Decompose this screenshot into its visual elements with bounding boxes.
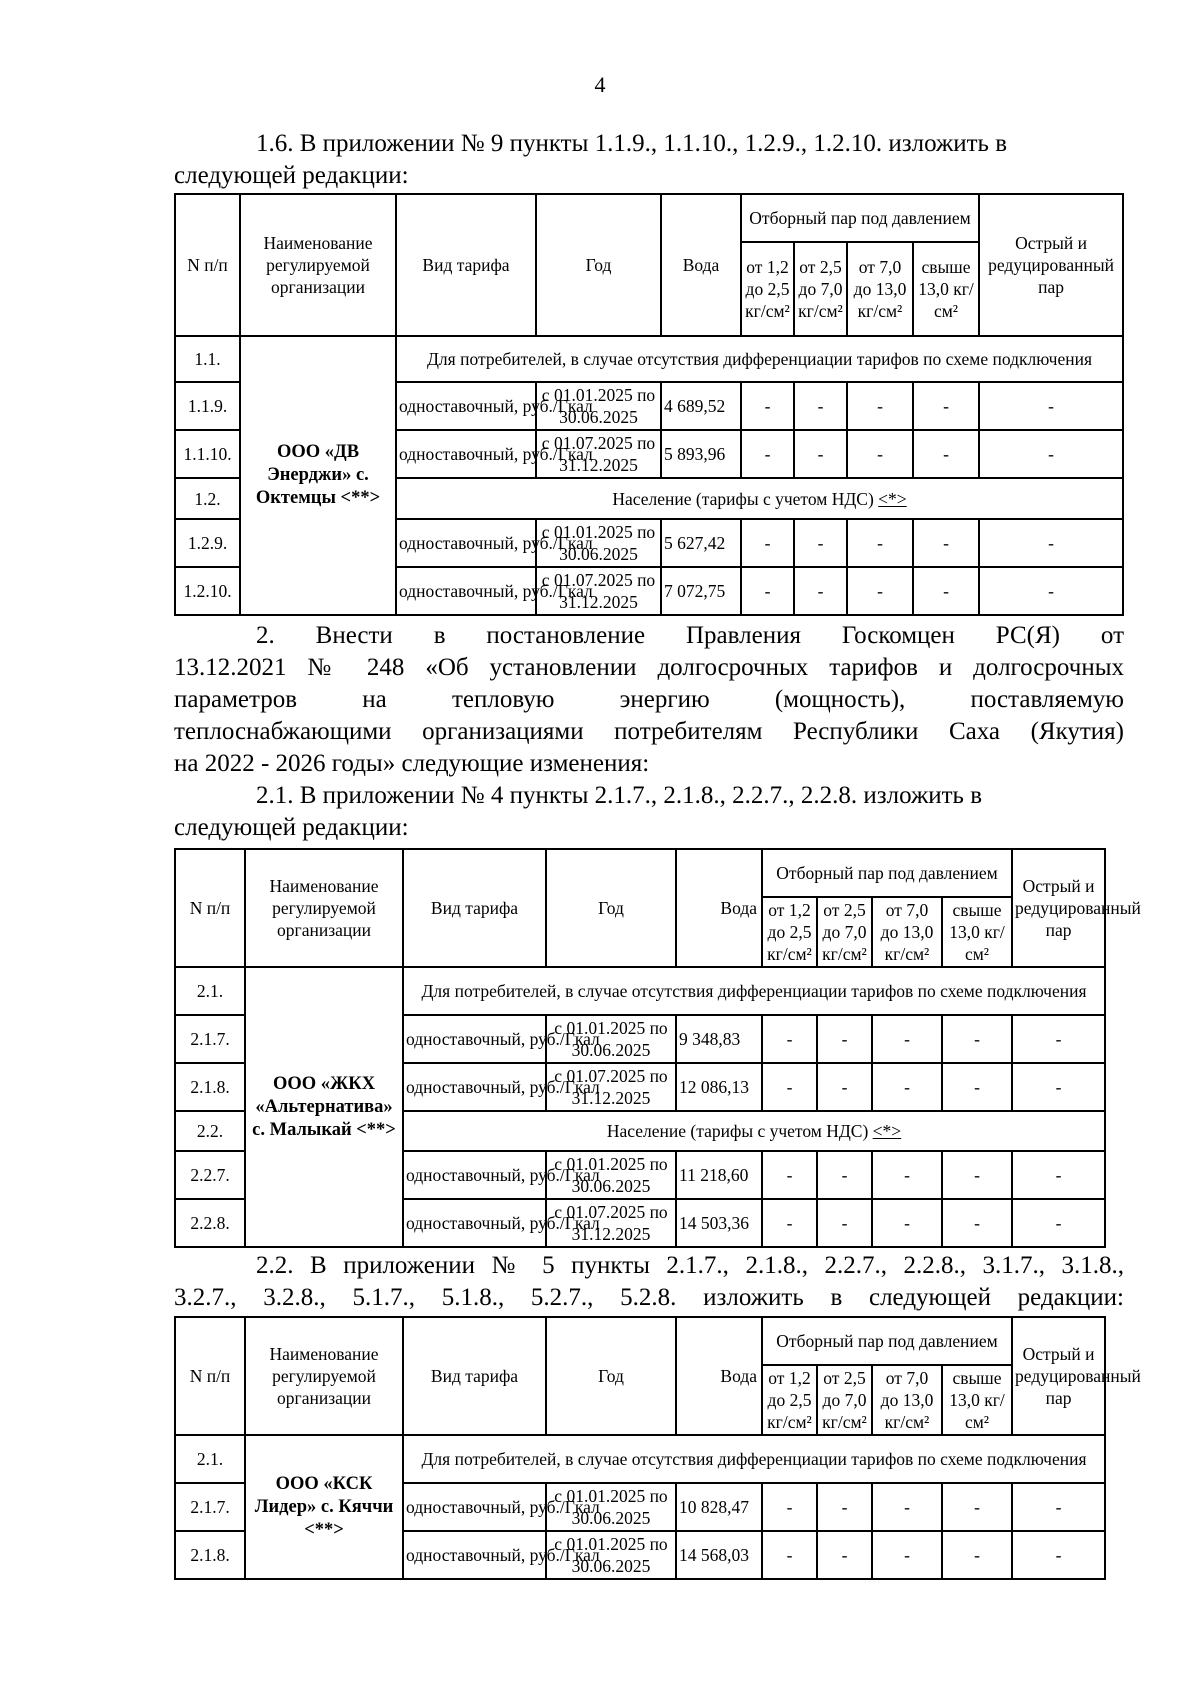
consumers-label: Для потребителей, в случае отсутствия дифференциации тарифов по схеме подключения <box>403 967 1105 1015</box>
dash: - <box>1012 1199 1105 1247</box>
tariff-type: одноставочный, руб./Гкал <box>403 1015 546 1063</box>
paragraph-2-1: 2.1. В приложении № 4 пункты 2.1.7., 2.1.8., 2.2.7., 2.2.8. изложить в <box>256 782 983 809</box>
tariff-type: одноставочный, руб./Гкал <box>403 1531 546 1579</box>
row-number: 2.2. <box>175 1111 245 1151</box>
paragraph-2-1-end: следующей редакции: <box>174 814 409 841</box>
population-text: Население (тарифы с учетом НДС) <box>606 1121 873 1141</box>
org-name: ООО «ДВ Энерджи» с. Октемцы <**> <box>240 336 396 615</box>
header-p1: от 1,2 до 2,5 кг/см² <box>762 897 817 967</box>
dash: - <box>1012 1483 1105 1531</box>
consumers-label: Для потребителей, в случае отсутствия дифференциации тарифов по схеме подключения <box>396 336 1123 382</box>
population-label <box>396 478 1123 519</box>
water-value: 11 218,60 <box>676 1151 762 1199</box>
dash: - <box>762 1151 817 1199</box>
period: с 01.01.2025 по 30.06.2025 <box>546 1015 676 1063</box>
header-p2: от 2,5 до 7,0 кг/см² <box>794 242 847 336</box>
tariff-type: одноставочный, руб./Гкал <box>396 430 536 478</box>
tariff-table-3 <box>174 1316 1141 1580</box>
footnote-ref[interactable]: <*> <box>872 1121 902 1141</box>
period: с 01.07.2025 по 31.12.2025 <box>546 1063 676 1111</box>
water-value: 12 086,13 <box>676 1063 762 1111</box>
header-org: Наименование регулируемой организации <box>240 194 396 336</box>
header-p1: от 1,2 до 2,5 кг/см² <box>762 1365 817 1435</box>
header-sharp-steam: Острый и редуцированный пар <box>1012 1317 1105 1435</box>
period: с 01.01.2025 по 30.06.2025 <box>546 1151 676 1199</box>
header-p4: свыше 13,0 кг/см² <box>913 242 979 336</box>
header-tariff: Вид тарифа <box>403 1317 546 1435</box>
org-name: ООО «ЖКХ «Альтернатива» с. Малыкай <**> <box>245 967 403 1247</box>
dash: - <box>872 1483 942 1531</box>
water-value: 4 689,52 <box>661 382 741 430</box>
paragraph-2-2 <box>174 1250 1124 1314</box>
tariff-table-1 <box>174 193 1124 616</box>
dash: - <box>794 519 847 567</box>
row-number: 2.1.8. <box>175 1063 245 1111</box>
header-p2: от 2,5 до 7,0 кг/см² <box>817 897 872 967</box>
period: с 01.07.2025 по 31.12.2025 <box>536 430 661 478</box>
dash: - <box>872 1151 942 1199</box>
header-p4: свыше 13,0 кг/см² <box>942 1365 1012 1435</box>
row-number: 2.2.8. <box>175 1199 245 1247</box>
paragraph-2-line: 2. Внести в постановление Правления Госкомцен РС(Я) от <box>256 622 1124 649</box>
paragraph-1-6-end: следующей редакции: <box>174 162 409 189</box>
dash: - <box>741 519 794 567</box>
dash: - <box>979 567 1123 615</box>
header-water: Вода <box>676 849 762 967</box>
period: с 01.01.2025 по 30.06.2025 <box>536 382 661 430</box>
dash: - <box>872 1015 942 1063</box>
dash: - <box>872 1063 942 1111</box>
paragraph-2-2-line: 3.2.7., 3.2.8., 5.1.7., 5.1.8., 5.2.7., 5.2.8. изложить в следующей редакции: <box>174 1284 1124 1311</box>
header-p2: от 2,5 до 7,0 кг/см² <box>817 1365 872 1435</box>
dash: - <box>942 1063 1012 1111</box>
population-label <box>403 1111 1105 1151</box>
header-year: Год <box>546 849 676 967</box>
tariff-type: одноставочный, руб./Гкал <box>403 1483 546 1531</box>
row-number: 2.1. <box>175 1435 245 1483</box>
dash: - <box>741 567 794 615</box>
dash: - <box>979 430 1123 478</box>
period: с 01.07.2025 по 31.12.2025 <box>536 567 661 615</box>
header-steam-group: Отборный пар под давлением <box>762 1317 1012 1365</box>
dash: - <box>1012 1063 1105 1111</box>
paragraph-2-line: параметров на тепловую энергию (мощность), поставляемую <box>174 686 1124 713</box>
tariff-type: одноставочный, руб./Гкал <box>396 519 536 567</box>
row-number: 1.1. <box>175 336 240 382</box>
dash: - <box>1012 1151 1105 1199</box>
water-value: 9 348,83 <box>676 1015 762 1063</box>
header-npp: N п/п <box>175 1317 245 1435</box>
header-p3: от 7,0 до 13,0 кг/см² <box>872 897 942 967</box>
row-number: 1.2.9. <box>175 519 240 567</box>
header-p3: от 7,0 до 13,0 кг/см² <box>847 242 913 336</box>
dash: - <box>762 1531 817 1579</box>
consumers-label: Для потребителей, в случае отсутствия дифференциации тарифов по схеме подключения <box>403 1435 1105 1483</box>
water-value: 5 627,42 <box>661 519 741 567</box>
row-number: 2.1. <box>175 967 245 1015</box>
dash: - <box>794 567 847 615</box>
header-steam-group: Отборный пар под давлением <box>762 849 1012 897</box>
header-sharp-steam: Острый и редуцированный пар <box>1012 849 1105 967</box>
paragraph-2-line: теплоснабжающими организациями потребителям Республики Саха (Якутия) <box>174 718 1124 745</box>
dash: - <box>1012 1015 1105 1063</box>
water-value: 10 828,47 <box>676 1483 762 1531</box>
dash: - <box>817 1531 872 1579</box>
tariff-type: одноставочный, руб./Гкал <box>403 1151 546 1199</box>
paragraph-2-2-line: 2.2. В приложении № 5 пункты 2.1.7., 2.1.8., 2.2.7., 2.2.8., 3.1.7., 3.1.8., <box>256 1252 1124 1279</box>
header-steam-group: Отборный пар под давлением <box>741 194 979 242</box>
header-org: Наименование регулируемой организации <box>245 849 403 967</box>
dash: - <box>762 1483 817 1531</box>
dash: - <box>913 567 979 615</box>
dash: - <box>817 1151 872 1199</box>
header-water: Вода <box>661 194 741 336</box>
paragraph-2-line: 13.12.2021 № 248 «Об установлении долгосрочных тарифов и долгосрочных <box>174 654 1124 681</box>
dash: - <box>817 1063 872 1111</box>
tariff-type: одноставочный, руб./Гкал <box>396 567 536 615</box>
dash: - <box>913 382 979 430</box>
water-value: 7 072,75 <box>661 567 741 615</box>
dash: - <box>913 430 979 478</box>
org-name: ООО «КСК Лидер» с. Кяччи <**> <box>245 1435 403 1579</box>
row-number: 2.1.7. <box>175 1483 245 1531</box>
header-tariff: Вид тарифа <box>396 194 536 336</box>
dash: - <box>847 430 913 478</box>
header-npp: N п/п <box>175 194 240 336</box>
dash: - <box>979 519 1123 567</box>
header-org: Наименование регулируемой организации <box>245 1317 403 1435</box>
page-number: 4 <box>594 72 606 97</box>
period: с 01.07.2025 по 31.12.2025 <box>546 1199 676 1247</box>
dash: - <box>762 1063 817 1111</box>
row-number: 1.1.10. <box>175 430 240 478</box>
header-p3: от 7,0 до 13,0 кг/см² <box>872 1365 942 1435</box>
tariff-table-2 <box>174 848 1141 1248</box>
dash: - <box>872 1199 942 1247</box>
dash: - <box>913 519 979 567</box>
dash: - <box>762 1199 817 1247</box>
row-number: 2.2.7. <box>175 1151 245 1199</box>
dash: - <box>942 1151 1012 1199</box>
dash: - <box>942 1483 1012 1531</box>
water-value: 5 893,96 <box>661 430 741 478</box>
row-number: 2.1.8. <box>175 1531 245 1579</box>
dash: - <box>817 1483 872 1531</box>
paragraph-1-6-line: 1.6. В приложении № 9 пункты 1.1.9., 1.1.10., 1.2.9., 1.2.10. изложить в <box>256 130 1008 157</box>
header-year: Год <box>536 194 661 336</box>
paragraph-1-6 <box>174 128 1124 192</box>
footnote-ref[interactable]: <*> <box>878 488 907 509</box>
row-number: 2.1.7. <box>175 1015 245 1063</box>
dash: - <box>847 519 913 567</box>
tariff-type: одноставочный, руб./Гкал <box>403 1199 546 1247</box>
period: с 01.01.2025 по 30.06.2025 <box>546 1483 676 1531</box>
water-value: 14 503,36 <box>676 1199 762 1247</box>
dash: - <box>741 382 794 430</box>
dash: - <box>872 1531 942 1579</box>
population-text: Население (тарифы с учетом НДС) <box>612 488 879 509</box>
dash: - <box>762 1015 817 1063</box>
header-p4: свыше 13,0 кг/см² <box>942 897 1012 967</box>
header-tariff: Вид тарифа <box>403 849 546 967</box>
dash: - <box>979 382 1123 430</box>
tariff-type: одноставочный, руб./Гкал <box>396 382 536 430</box>
dash: - <box>817 1199 872 1247</box>
dash: - <box>741 430 794 478</box>
tariff-type: одноставочный, руб./Гкал <box>403 1063 546 1111</box>
dash: - <box>847 382 913 430</box>
header-sharp-steam: Острый и редуцированный пар <box>979 194 1123 336</box>
dash: - <box>847 567 913 615</box>
water-value: 14 568,03 <box>676 1531 762 1579</box>
period: с 01.01.2025 по 30.06.2025 <box>536 519 661 567</box>
dash: - <box>942 1015 1012 1063</box>
dash: - <box>817 1015 872 1063</box>
header-npp: N п/п <box>175 849 245 967</box>
paragraph-2 <box>174 620 1124 844</box>
row-number: 1.2.10. <box>175 567 240 615</box>
row-number: 1.1.9. <box>175 382 240 430</box>
dash: - <box>942 1531 1012 1579</box>
dash: - <box>1012 1531 1105 1579</box>
dash: - <box>942 1199 1012 1247</box>
dash: - <box>794 430 847 478</box>
header-p1: от 1,2 до 2,5 кг/см² <box>741 242 794 336</box>
header-year: Год <box>546 1317 676 1435</box>
header-water: Вода <box>676 1317 762 1435</box>
paragraph-2-line: на 2022 - 2026 годы» следующие изменения: <box>174 750 650 777</box>
dash: - <box>794 382 847 430</box>
row-number: 1.2. <box>175 478 240 519</box>
period: с 01.01.2025 по 30.06.2025 <box>546 1531 676 1579</box>
